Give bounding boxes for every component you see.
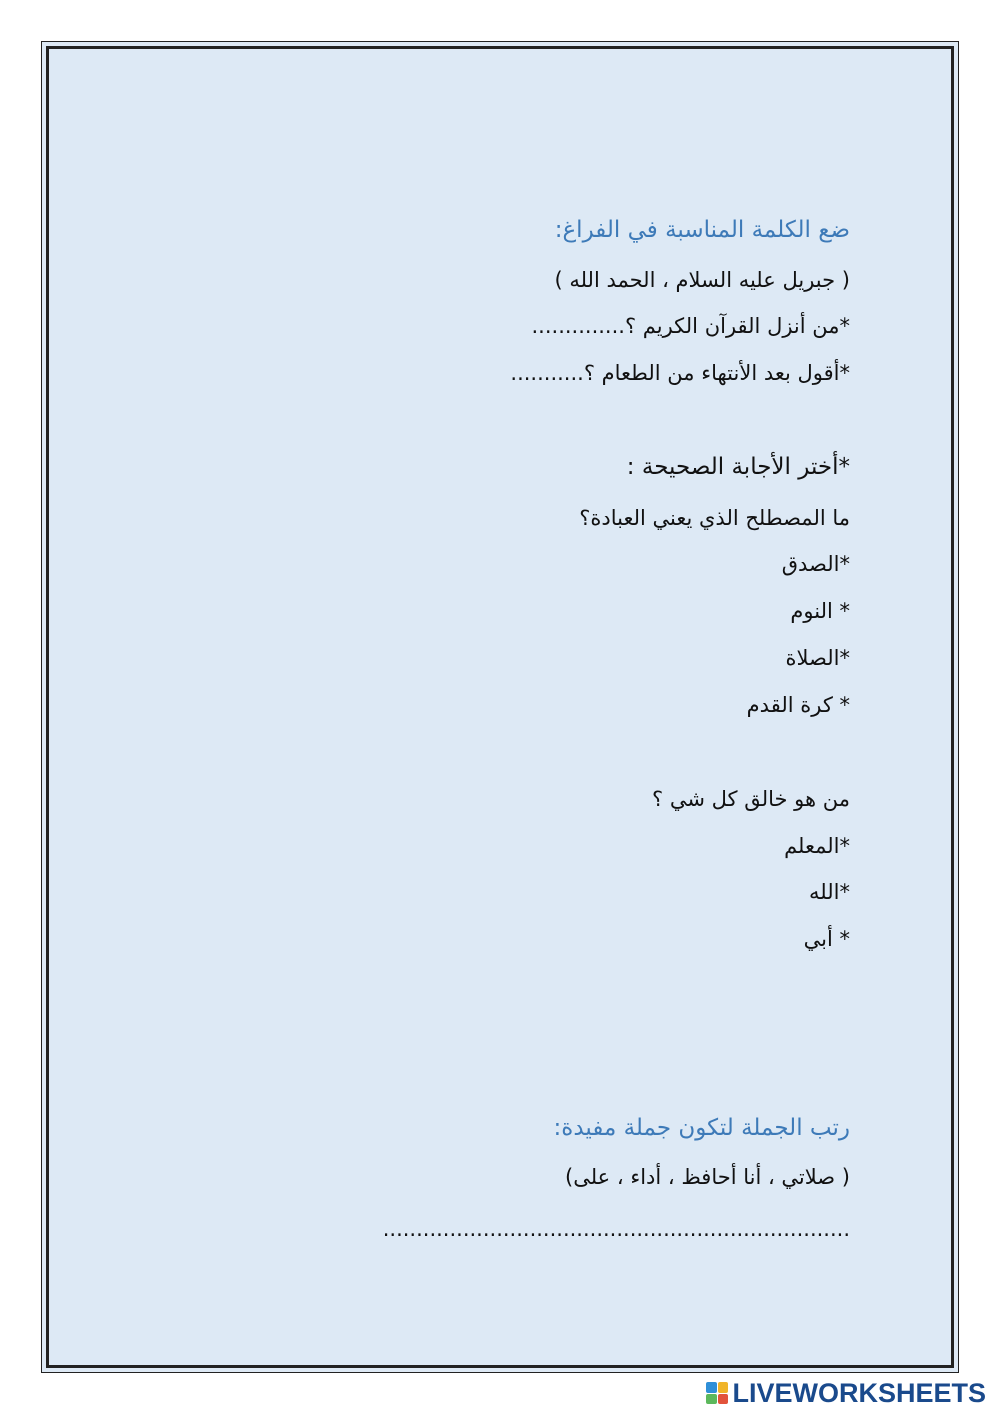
answer-line[interactable]: ...................................................................... (382, 1217, 850, 1241)
fill-question-1[interactable]: *من أنزل القرآن الكريم ؟.............. (531, 314, 850, 338)
word-bank: ( جبريل عليه السلام ، الحمد الله ) (554, 268, 850, 292)
scrambled-words: ( صلاتي ، أنا أحافظ ، أداء ، على) (565, 1165, 850, 1189)
section1-heading: ضع الكلمة المناسبة في الفراغ: (554, 217, 850, 243)
section2-heading: *أختر الأجابة الصحيحة : (626, 454, 850, 480)
section3-heading: رتب الجملة لتكون جملة مفيدة: (553, 1115, 850, 1141)
mcq-question-2: من هو خالق كل شي ؟ (652, 787, 850, 811)
mcq1-option-truthfulness[interactable]: *الصدق (781, 552, 850, 576)
mcq1-option-prayer[interactable]: *الصلاة (785, 646, 850, 670)
fill-question-2[interactable]: *أقول بعد الأنتهاء من الطعام ؟........... (510, 361, 850, 385)
liveworksheets-logo-icon (706, 1382, 728, 1404)
liveworksheets-brand (706, 1378, 986, 1408)
mcq1-option-sleep[interactable]: * النوم (790, 599, 850, 623)
mcq2-option-teacher[interactable]: *المعلم (784, 834, 850, 858)
mcq1-option-football[interactable]: * كرة القدم (746, 693, 850, 717)
mcq2-option-father[interactable]: * أبي (803, 927, 850, 951)
mcq-question-1: ما المصطلح الذي يعني العبادة؟ (579, 506, 850, 530)
brand-name: LIVEWORKSHEETS (732, 1377, 986, 1408)
mcq2-option-allah[interactable]: *الله (809, 880, 850, 904)
